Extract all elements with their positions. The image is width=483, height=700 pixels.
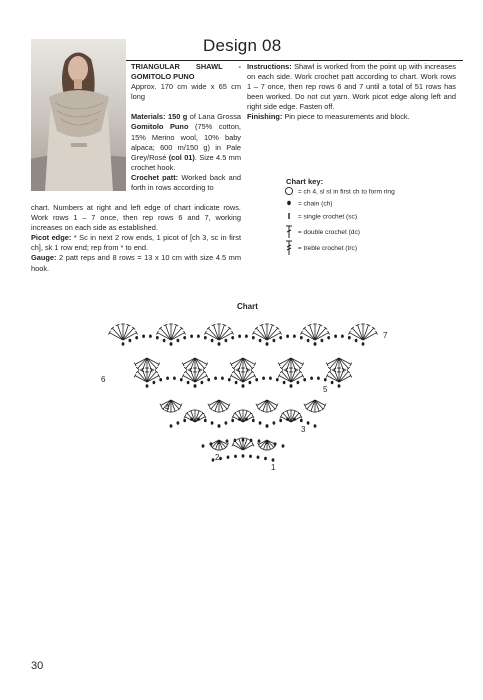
picot-paragraph [31, 233, 241, 253]
chain-stitch [180, 378, 183, 381]
chain-stitch [300, 419, 303, 422]
chain-stitch [218, 424, 221, 427]
chain-stitch [259, 421, 262, 424]
fan-stitch [232, 410, 254, 422]
chain-stitch [242, 384, 245, 387]
chain-stitch [317, 377, 320, 380]
materials-label: Materials: [131, 112, 166, 122]
chain-symbol-icon [282, 198, 296, 209]
chain-stitch [314, 424, 317, 427]
chain-stitch [210, 442, 213, 445]
chain-stitch [297, 381, 300, 384]
chain-stitch [249, 381, 252, 384]
row-label-1: 1 [271, 463, 276, 472]
chain-stitch [348, 336, 351, 339]
chain-stitch [334, 335, 337, 338]
fan-stitch [278, 368, 304, 382]
pattern-name: TRIANGULAR SHAWL - GOMITOLO PUNO [131, 62, 241, 82]
chain-stitch [273, 421, 276, 424]
chain-stitch [303, 378, 306, 381]
chain-stitch [258, 439, 261, 442]
key-text-ring: = ch 4, sl st in first ch to form ring [297, 188, 395, 196]
model-photo [31, 39, 126, 191]
row-label-5: 5 [323, 385, 328, 394]
materials-color: (col 01) [168, 152, 195, 162]
chain-stitch [183, 336, 186, 339]
key-row-ring [282, 186, 395, 197]
chain-stitch [252, 419, 255, 422]
chain-stitch [238, 335, 241, 338]
chain-stitch [250, 439, 253, 442]
finishing-label: Finishing: [247, 112, 283, 122]
fan-stitch [301, 324, 330, 340]
chain-stitch [286, 335, 289, 338]
chain-stitch [264, 457, 267, 460]
chain-stitch [207, 378, 210, 381]
chain-stitch [242, 438, 245, 441]
chain-stitch [231, 336, 234, 339]
chain-stitch [274, 442, 277, 445]
materials-text-3: . Size 4.5 mm crochet hook. [131, 152, 241, 172]
chain-stitch [307, 339, 310, 342]
gauge-paragraph [31, 253, 241, 273]
chain-stitch [276, 378, 279, 381]
chain-stitch [293, 418, 296, 421]
chain-stitch [214, 377, 217, 380]
pattern-column-lower [31, 203, 241, 274]
chain-stitch [266, 342, 269, 345]
instructions-label: Instructions: [247, 62, 292, 71]
chain-stitch [238, 418, 241, 421]
pattern-column-right [247, 62, 456, 123]
chain-stitch [249, 455, 252, 458]
key-row-treble [282, 240, 357, 251]
fan-stitch [184, 410, 206, 422]
materials-yarn: Gomitolo Puno [131, 122, 189, 132]
chain-stitch [194, 384, 197, 387]
chain-stitch [235, 381, 238, 384]
chain-stitch [166, 377, 169, 380]
chain-stitch [177, 339, 180, 342]
chain-stitch [273, 339, 276, 342]
key-row-chain [282, 198, 332, 209]
chain-stitch [219, 457, 222, 460]
fan-stitch [253, 324, 282, 340]
crochet-patt-label: Crochet patt: [131, 172, 179, 182]
chain-stitch [202, 444, 205, 447]
chain-stitch [266, 424, 269, 427]
chain-stitch [197, 335, 200, 338]
fan-stitch [182, 368, 208, 382]
instructions-text: Shawl is worked from the point up with increases on each side. Work crochet patt according to chart. Work rows 1 – 7 once, then rep rows 6 and 7 until a total of 51 rows has been worked. Do not cut yarn. Work picot edge along left and right side edge. Fasten off. [247, 62, 456, 112]
fan-stitch [326, 368, 352, 382]
row-label-7: 7 [383, 331, 388, 340]
chain-stitch [149, 335, 152, 338]
chain-stitch [283, 381, 286, 384]
row-label-4: 4 [165, 403, 170, 412]
chain-stitch [331, 381, 334, 384]
chain-stitch [159, 378, 162, 381]
materials-amount: 150 g [167, 112, 188, 122]
fan-stitch [205, 324, 234, 340]
chain-stitch [218, 342, 221, 345]
chain-stitch [142, 335, 145, 338]
row-label-2: 2 [215, 453, 220, 462]
chart-title: Chart [237, 302, 258, 311]
chain-stitch [245, 335, 248, 338]
fan-stitch [109, 324, 138, 340]
chain-stitch [262, 377, 265, 380]
chain-stitch [234, 455, 237, 458]
chain-stitch [252, 336, 255, 339]
fan-stitch [160, 400, 182, 412]
chain-stitch [279, 419, 282, 422]
chain-stitch [163, 339, 166, 342]
fan-stitch [208, 400, 230, 412]
chain-stitch [211, 339, 214, 342]
key-text-double: = double crochet (dc) [297, 228, 360, 236]
fan-stitch [134, 368, 160, 382]
single-crochet-symbol-icon [282, 211, 296, 222]
crochet-patt-text-2: chart. Numbers at right and left edge of chart indicate rows. Work rows 1 – 7 once, then rep rows 6 and 7, working increases on each side as established. [31, 203, 241, 233]
double-crochet-symbol-icon [282, 225, 296, 239]
picot-label: Picot edge: [31, 233, 72, 243]
chain-stitch [228, 378, 231, 381]
chain-stitch [282, 444, 285, 447]
chain-stitch [266, 441, 269, 444]
chain-stitch [211, 421, 214, 424]
chain-stitch [290, 384, 293, 387]
materials-text-1: of Lana Grossa [187, 112, 242, 122]
chain-stitch [190, 418, 193, 421]
pattern-size: Approx. 170 cm wide x 65 cm long [131, 82, 241, 102]
chain-stitch [286, 418, 289, 421]
chain-stitch [279, 336, 282, 339]
chain-stitch [201, 381, 204, 384]
finishing-paragraph [247, 112, 456, 122]
treble-crochet-symbol-icon [282, 240, 296, 256]
key-row-double [282, 225, 360, 236]
chain-stitch [341, 335, 344, 338]
crochet-chart [93, 310, 393, 485]
chain-stitch [187, 381, 190, 384]
chain-stitch [324, 378, 327, 381]
row-label-6: 6 [101, 375, 106, 384]
fan-stitch [157, 324, 186, 340]
chain-stitch [204, 336, 207, 339]
instructions-paragraph [247, 62, 456, 112]
gauge-text: 2 patt reps and 8 rows = 13 x 10 cm with size 4.5 mm hook. [31, 253, 241, 273]
chain-stitch [327, 336, 330, 339]
title-rule [113, 60, 463, 61]
ring-symbol-icon [282, 186, 296, 197]
crochet-patt-start [131, 173, 241, 193]
chain-stitch [218, 441, 221, 444]
chain-stitch [183, 419, 186, 422]
page-title: Design 08 [203, 36, 282, 55]
chain-stitch [231, 419, 234, 422]
chain-stitch [321, 339, 324, 342]
chain-stitch [170, 424, 173, 427]
materials-paragraph [131, 112, 241, 173]
chain-stitch [234, 439, 237, 442]
chain-stitch [225, 339, 228, 342]
chain-stitch [227, 456, 230, 459]
chain-stitch [257, 456, 260, 459]
chain-stitch [173, 377, 176, 380]
chain-stitch [293, 335, 296, 338]
chain-stitch [170, 342, 173, 345]
row-label-3: 3 [301, 425, 306, 434]
chain-stitch [242, 454, 245, 457]
chain-stitch [146, 384, 149, 387]
chain-stitch [226, 439, 229, 442]
materials-text-2: (75% cotton, 15% Merino wool, 10% baby alpaca; 600 m/150 g) in Pale Grey/Rosé [131, 122, 241, 162]
chain-stitch [310, 377, 313, 380]
chain-stitch [221, 377, 224, 380]
chain-stitch [314, 342, 317, 345]
picot-text: * Sc in next 2 row ends, 1 picot of [ch 3, sc in first ch], sk 1 row end; rep from * to end. [31, 233, 241, 253]
chain-stitch [204, 419, 207, 422]
key-row-single [282, 211, 357, 222]
key-text-chain: = chain (ch) [297, 200, 333, 208]
page-number: 30 [31, 660, 44, 672]
chain-stitch [269, 377, 272, 380]
fan-stitch [230, 368, 256, 382]
crochet-chart-diagram [93, 310, 393, 480]
chain-stitch [212, 458, 215, 461]
chart-key-title: Chart key: [286, 177, 324, 186]
chain-stitch [225, 421, 228, 424]
chain-stitch [272, 458, 275, 461]
chain-stitch [245, 418, 248, 421]
chain-stitch [300, 336, 303, 339]
chain-stitch [255, 378, 258, 381]
chain-stitch [177, 421, 180, 424]
chain-stitch [362, 342, 365, 345]
fan-stitch [349, 324, 378, 340]
key-text-treble: = treble crochet (trc) [297, 244, 358, 252]
fan-stitch [304, 400, 326, 412]
chain-stitch [338, 384, 341, 387]
chain-stitch [153, 381, 156, 384]
fan-stitch [280, 410, 302, 422]
chain-stitch [190, 335, 193, 338]
key-text-single: = single crochet (sc) [297, 213, 358, 221]
finishing-text: Pin piece to measurements and block. [282, 112, 410, 122]
crochet-patt-text-1: Worked back and forth in rows according to [131, 172, 241, 193]
chain-stitch [307, 421, 310, 424]
pattern-column-left [131, 62, 241, 193]
chain-stitch [156, 336, 159, 339]
chain-stitch [122, 342, 125, 345]
fan-stitch [256, 400, 278, 412]
chain-stitch [135, 336, 138, 339]
chain-stitch [259, 339, 262, 342]
chain-stitch [129, 339, 132, 342]
gauge-label: Gauge: [31, 253, 57, 263]
chain-stitch [355, 339, 358, 342]
chain-stitch [197, 418, 200, 421]
